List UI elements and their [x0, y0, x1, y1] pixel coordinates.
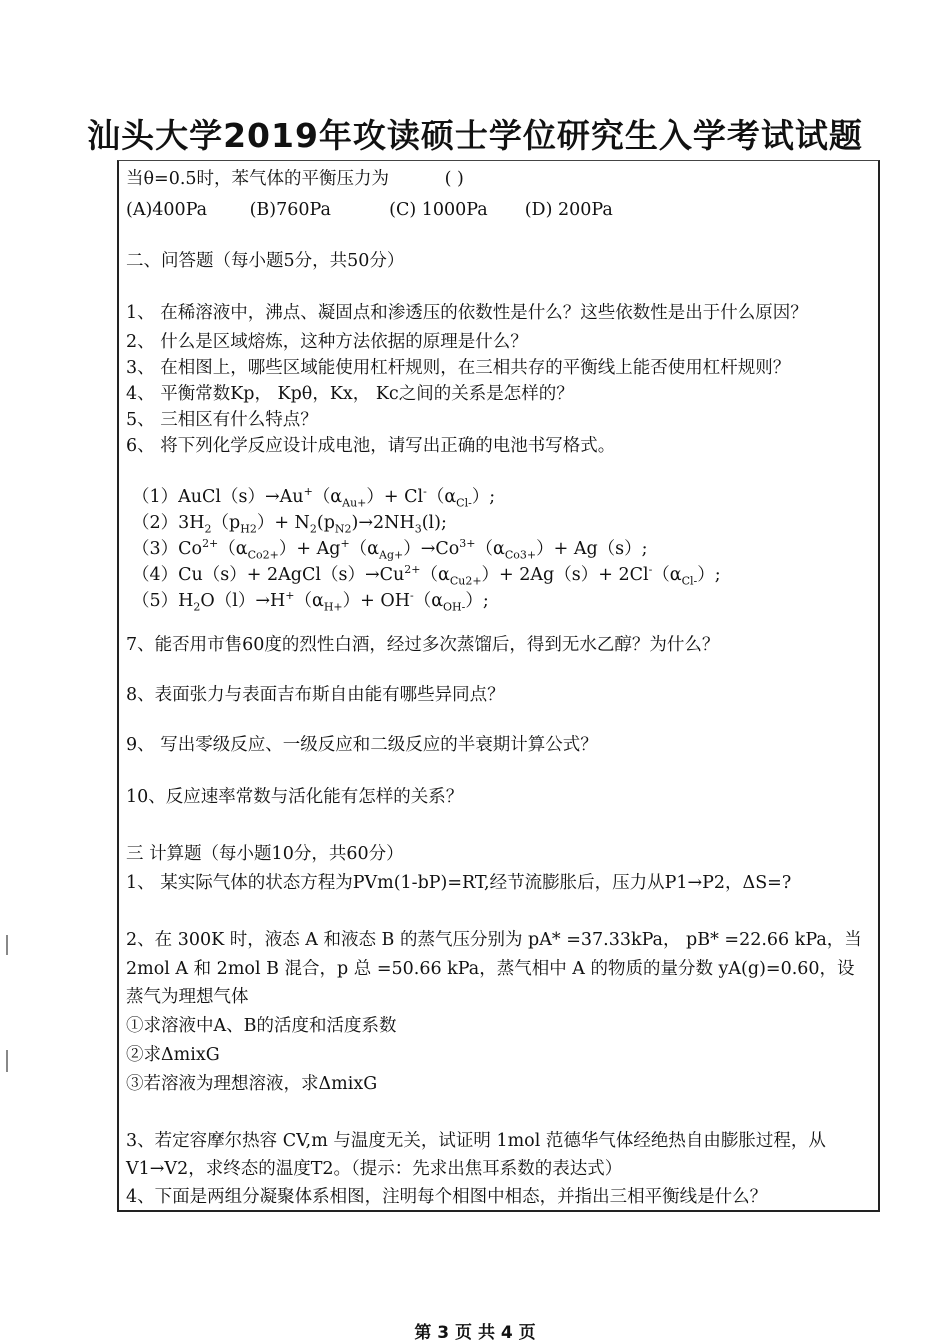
option-a: (A)400Pa — [126, 200, 208, 220]
exam-title: 汕头大学2019年攻读硕士学位研究生入学考试试题 — [87, 116, 863, 155]
answer-paren: ( ) — [444, 169, 464, 189]
s3-question-3-line1: 3、若定容摩尔热容 CV,m 与温度无关，试证明 1mol 范德华气体经绝热自由膨胀过程，从 — [126, 1131, 826, 1151]
s2-question-8: 8、表面张力与表面吉布斯自由能有哪些异同点？ — [126, 685, 505, 705]
s3-question-4: 4、下面是两组分凝聚体系相图，注明每个相图中相态，并指出三相平衡线是什么？ — [126, 1187, 768, 1207]
section3-heading: 三 计算题（每小题10分，共60分） — [126, 844, 404, 864]
s2-question-4: 4、 平衡常数Kp， Kpθ，Kx， Kc之间的关系是怎样的？ — [126, 384, 574, 404]
s3-question-1: 1、 某实际气体的状态方程为PVm(1-bP)=RT,经节流膨胀后，压力从P1→P2，ΔS=? — [126, 873, 792, 893]
s2-question-5: 5、 三相区有什么特点？ — [126, 410, 318, 430]
page-footer: 第 3 页 共 4 页 — [414, 1323, 536, 1343]
section2-heading: 二、问答题（每小题5分，共50分） — [126, 251, 405, 271]
s3-question-2-line2: 2mol A 和 2mol B 混合，p 总 =50.66 kPa，蒸气相中 A 的物质的量分数 yA(g)=0.60，设 — [126, 959, 855, 979]
carry-options — [126, 199, 613, 221]
s3-question-2-sub1: ①求溶液中A、B的活度和活度系数 — [126, 1016, 397, 1036]
s3-question-2-sub3: ③若溶液为理想溶液，求ΔmixG — [126, 1074, 378, 1094]
s3-question-2-line3: 蒸气为理想气体 — [126, 987, 249, 1007]
s2-question-1: 1、 在稀溶液中，沸点、凝固点和渗透压的依数性是什么？这些依数性是出于什么原因？ — [126, 303, 808, 323]
reaction-2: $(2)3H_2(p_{H2})+ N_2(p_{N2})\to 2NH_3(l)$; — [132, 513, 447, 536]
s2-question-2: 2、 什么是区域熔炼，这种方法依据的原理是什么？ — [126, 332, 528, 352]
option-d: (D) 200Pa — [524, 200, 613, 220]
reaction-4: $(4)Cu(s)+ 2AgCl(s)\to Cu^{2+}(\alpha_{Cu2+})+ 2Ag(s)+ 2Cl^-(\alpha_{Cl-})$; — [132, 563, 721, 588]
reaction-5: $(5)H_2O(l)\to H^+(\alpha_{H+})+ OH^-(\alpha_{OH-})$; — [132, 589, 489, 614]
s2-question-6: 6、 将下列化学反应设计成电池，请写出正确的电池书写格式。 — [126, 436, 616, 456]
s2-question-3: 3、 在相图上，哪些区域能使用杠杆规则，在三相共存的平衡线上能否使用杠杆规则？ — [126, 358, 791, 378]
s3-question-2-line1: 2、在 300K 时，液态 A 和液态 B 的蒸气压分别为 pA* =37.33kPa， pB* =22.66 kPa，当 — [126, 930, 862, 950]
option-c: (C) 1000Pa — [389, 200, 488, 220]
s2-question-7: 7、能否用市售60度的烈性白酒，经过多次蒸馏后，得到无水乙醇？为什么？ — [126, 635, 720, 655]
s2-question-9: 9、 写出零级反应、一级反应和二级反应的半衰期计算公式？ — [126, 735, 598, 755]
s2-question-10: 10、反应速率常数与活化能有怎样的关系？ — [126, 787, 464, 807]
s3-question-3-line2: V1→V2，求终态的温度T2。（提示：先求出焦耳系数的表达式） — [126, 1159, 623, 1179]
scan-margin-mark — [6, 935, 8, 955]
carry-question-text: 当θ=0.5时，苯气体的平衡压力为 — [126, 169, 390, 189]
s3-question-2-sub2: ②求ΔmixG — [126, 1045, 220, 1065]
carry-question — [126, 168, 464, 190]
reaction-1: $(1)AuCl(s)\to Au^+(\alpha_{Au+})+ Cl^-(\alpha_{Cl-})$; — [132, 485, 496, 510]
option-b: (B)760Pa — [249, 200, 331, 220]
scan-margin-mark — [6, 1050, 8, 1072]
reaction-3: $(3)Co^{2+}(\alpha_{Co2+})+ Ag^+(\alpha_{Ag+})\to Co^{3+}(\alpha_{Co3+})+ Ag(s)$; — [132, 537, 648, 562]
